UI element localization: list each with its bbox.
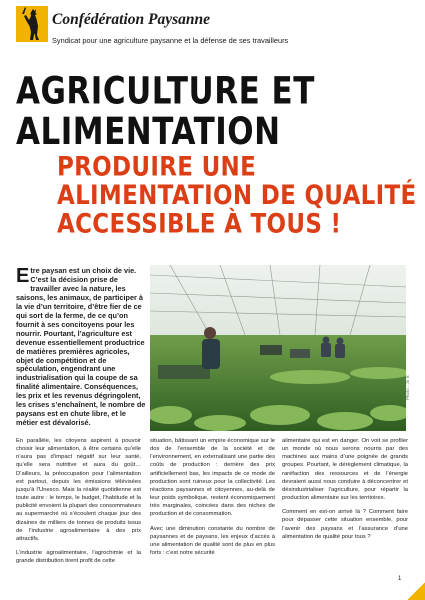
drop-cap: E: [16, 265, 30, 287]
subtitle-line-2: ALIMENTATION DE QUALITÉ: [57, 181, 417, 211]
greenhouse-photo: [150, 265, 406, 431]
title-line-1: AGRICULTURE ET: [16, 69, 315, 114]
col1-paragraph-1: En parallèle, les citoyens aspirent à pouvoir choisir leur alimentation, à être certains qu’elle n’aura pas d’impact négatif sur leur santé, qu’elle sera nutritive et aura du goût… D’ailleurs, la préoccupation pour l’alimentation est partout, depuis les émissions télévisées jusqu’à l’Unesco. Mais la réalité quotidienne est toute autre : le temps, le budget, l’habitude et la publicité envoient la plupart des consommateurs au supermarché où s’écoulent chaque jour des dizaines de milliers de tonnes de produits issus de l’industrie agroalimentaire à des prix attractifs.: [16, 438, 141, 542]
subtitle-line-1: PRODUIRE UNE: [57, 152, 257, 183]
corner-decoration: [407, 582, 425, 600]
intro-paragraph: [16, 267, 148, 428]
farmer-silhouette-icon: [16, 6, 48, 42]
col3-paragraph-2: Comment en est-on arrivé là ? Comment faire pour dépasser cette situation ensemble, pour l’avenir des paysans et l’assurance d’une alimentation de qualité pour tous ?: [282, 509, 408, 540]
body-column-3: [282, 437, 408, 547]
col2-paragraph-1: situation, bâtissant un empire économique sur le dos de l’ensemble de la société et de l’environnement, en externalisant une partie des coûts de production : derrière des prix artificiellement bas, les impacts de ce mode de production sont ruineux pour la collectivité. Les réactions paysannes et citoyennes, au-delà de leur poids symbolique, restent économiquement très marginales, coincées dans des niches de production et de consommation.: [150, 438, 275, 518]
tagline: Syndicat pour une agriculture paysanne et la défense de ses travailleurs: [52, 36, 289, 45]
col1-paragraph-2: L’industrie agroalimentaire, l’agrochimie et la grande distribution tirent profit de cette: [16, 550, 141, 565]
header: [16, 6, 416, 56]
org-name: Confédération Paysanne: [52, 11, 211, 28]
intro-text: tre paysan est un choix de vie. C’est la décision prise de travailler avec la nature, les saisons, les animaux, de participer à la vie d’un territoire, d’être fier de ce qui sort de la ferme, de ce qu’on fournit à ses concitoyens pour les nourrir. Pourtant, l’agriculture est devenue essentiellement productrice de matières premières agricoles, objet de compétition et de spéculation, engendrant une industrialisation qui la coupe de sa finalité alimentaire. Conséquences, les prix et les revenus dégringolent, les crises s’enchaînent, le nombre de paysans est en chute libre, et le métier est dévalorisé.: [16, 266, 146, 428]
col2-paragraph-2: Avec une diminution constante du nombre de paysannes et de paysans, les enjeux d’accès à une alimentation de qualité sont de plus en plus forts : c’est notre sécurité: [150, 525, 275, 557]
photo-credit: Photo : Jo V.: [405, 374, 410, 400]
page-subtitle: [57, 154, 416, 240]
page-title: [16, 69, 315, 154]
body-column-1: [16, 437, 141, 571]
body-column-2: [150, 437, 275, 563]
subtitle-line-3: ACCESSIBLE À TOUS !: [57, 209, 342, 240]
title-line-2: ALIMENTATION: [16, 109, 281, 154]
page-number: 1: [398, 576, 402, 582]
col3-paragraph-1: alimentaire qui est en danger. On voit se profiler un monde où nous serons nourris par des machines aux mains d’une poignée de grands groupes. Pourtant, le dérèglement climatique, la raréfaction des ressources et de l’énergie devraient aussi nous conduire à déconcentrer et désindustrialiser l’agriculture, pour répartir la production alimentaire sur les territoires.: [282, 438, 408, 502]
